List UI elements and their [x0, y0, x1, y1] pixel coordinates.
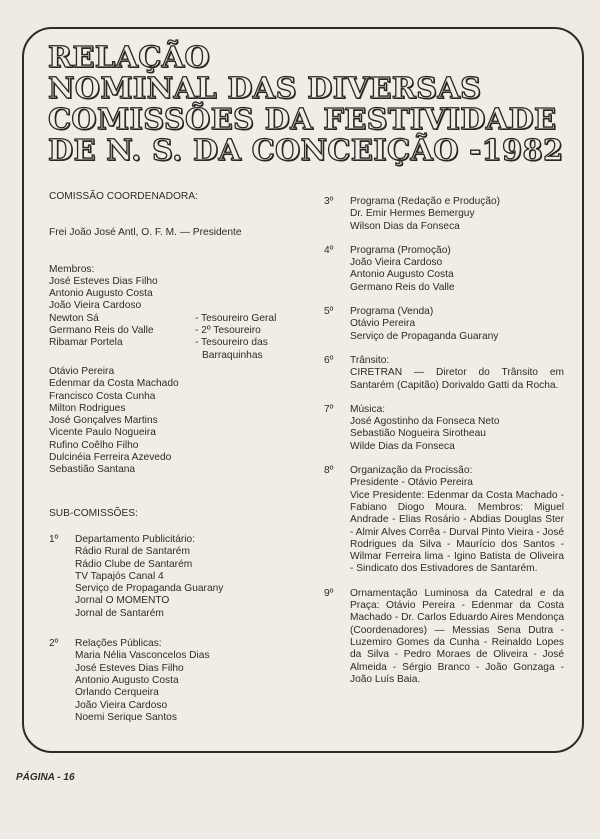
member-name: Newton Sá	[49, 312, 99, 324]
section-line: Jornal de Santarém	[75, 607, 164, 619]
section-title: Música:	[350, 403, 386, 415]
section-title: Programa (Promoção)	[350, 244, 451, 256]
section-line: Dr. Emir Hermes Bemerguy	[350, 208, 475, 220]
section-line: Otávio Pereira	[350, 318, 416, 330]
title-line: RELAÇÃO	[48, 40, 211, 74]
section-line: Germano Reis do Valle	[350, 281, 455, 293]
subcommission-4	[324, 245, 564, 294]
section-title: Organização da Procissão:	[350, 465, 473, 477]
subcommission-3	[324, 196, 564, 233]
title-line: COMISSÕES DA FESTIVIDADE	[48, 102, 557, 136]
section-number: 4º	[324, 244, 334, 256]
member: Vicente Paulo Nogueira	[49, 427, 156, 439]
member: Dulcinéia Ferreira Azevedo	[49, 452, 172, 464]
section-line: João Vieira Cardoso	[75, 699, 168, 711]
member-role: - 2º Tesoureiro	[195, 325, 261, 337]
section-line: Orlando Cerqueira	[75, 687, 159, 699]
section-number: 7º	[324, 403, 334, 415]
subcommission-5	[324, 306, 564, 343]
member-role: - Tesoureiro das	[195, 337, 268, 349]
section-paragraph: CIRETRAN — Diretor do Trânsito em Santarém (Capitão) Dorivaldo Gatti da Rocha.	[350, 367, 564, 391]
member-role: Barraquinhas	[202, 349, 263, 361]
section-line: Antonio Augusto Costa	[75, 674, 179, 686]
member-with-role	[49, 350, 299, 362]
section-line: Sebastião Nogueira Sirotheau	[350, 428, 486, 440]
member: João Vieira Cardoso	[49, 300, 142, 312]
subcommission-8	[324, 465, 564, 576]
page-title	[48, 42, 568, 166]
subcommission-9	[324, 588, 564, 686]
member: Sebastião Santana	[49, 464, 136, 476]
section-number: 8º	[324, 465, 334, 477]
section-line: Wilde Dias da Fonseca	[350, 440, 455, 452]
section-line: Jornal O MOMENTO	[75, 595, 170, 607]
member: Edenmar da Costa Machado	[49, 378, 179, 390]
section-number: 1º	[49, 533, 59, 545]
section-paragraph: Ornamentação Luminosa da Catedral e da Praça: Otávio Pereira - Edenmar da Costa Machado - Dr. Carlos Eduardo Aires Mendonça (Coordenadores) — Messias Sena Dutra - Luzemiro Gomes da Cunha - Reinaldo Lopes da Silva - Pedro Moraes de Oliveira - José Almeida - Sérgio Branco - João Gonzaga - João Luís Baia.	[350, 587, 564, 685]
subcommission-2	[49, 638, 299, 724]
section-number: 5º	[324, 306, 334, 318]
section-paragraph: Vice Presidente: Edenmar da Costa Machado - Fabiano Diogo Moura. Membros: Miguel Andrade - Elias Rosário - Abdias Douglas Ster - Almir Alves Corrêa - Durval Pinto Vieira - José Rodrigues da Silva - Maurício dos Santos - Wilmar Ferreira lima - Igino Batista de Oliveira - Sindicato dos Estivadores de Santarém.	[350, 489, 564, 575]
section-line: Rádio Clube de Santarém	[75, 558, 193, 570]
member: José Esteves Dias Filho	[49, 275, 158, 287]
coordination-heading: COMISSÃO COORDENADORA:	[49, 191, 198, 202]
section-number: 9º	[324, 587, 334, 599]
right-column	[324, 196, 564, 686]
subcommissions-heading: SUB-COMISSÕES:	[49, 507, 138, 519]
section-line: Noemi Serique Santos	[75, 711, 177, 723]
section-title: Programa (Venda)	[350, 306, 434, 318]
section-line: José Agostinho da Fonseca Neto	[350, 416, 500, 428]
section-number: 6º	[324, 354, 334, 366]
section-line: Maria Nélia Vasconcelos Dias	[75, 650, 210, 662]
left-column	[49, 191, 299, 724]
section-number: 2º	[49, 638, 59, 650]
page-number: PÁGINA - 16	[16, 772, 75, 783]
member-with-role	[49, 313, 299, 325]
member: Rufino Coêlho Filho	[49, 439, 139, 451]
section-title: Relações Públicas:	[75, 638, 162, 650]
member-with-role	[49, 337, 299, 349]
president-line: Frei João José Antl, O. F. M. — Presidente	[49, 227, 242, 239]
section-title: Departamento Publicitário:	[75, 533, 196, 545]
section-number: 3º	[324, 196, 334, 207]
subcommission-6	[324, 355, 564, 392]
member: Otávio Pereira	[49, 365, 115, 377]
member: Antonio Augusto Costa	[49, 288, 153, 300]
subcommission-1	[49, 534, 299, 620]
section-line: João Vieira Cardoso	[350, 257, 443, 269]
title-line: NOMINAL DAS DIVERSAS	[48, 71, 482, 105]
member: Milton Rodrigues	[49, 402, 126, 414]
section-title: Programa (Redação e Produção)	[350, 196, 501, 207]
member-with-role	[49, 325, 299, 337]
title-line: DE N. S. DA CONCEIÇÃO -1982	[48, 133, 564, 167]
member-name: Germano Reis do Valle	[49, 325, 154, 337]
section-line: Serviço de Propaganda Guarany	[350, 330, 499, 342]
section-line: Antonio Augusto Costa	[350, 269, 454, 281]
section-title: Trânsito:	[350, 354, 390, 366]
subcommission-7	[324, 404, 564, 453]
member: Francisco Costa Cunha	[49, 390, 156, 402]
member-name: Ribamar Portela	[49, 337, 123, 349]
member-role: - Tesoureiro Geral	[195, 312, 277, 324]
members-label: Membros:	[49, 263, 95, 275]
section-line: Rádio Rural de Santarém	[75, 546, 190, 558]
member-name	[49, 350, 195, 362]
section-line: José Esteves Dias Filho	[75, 662, 184, 674]
section-line: Presidente - Otávio Pereira	[350, 477, 473, 489]
member: José Gonçalves Martins	[49, 415, 158, 427]
section-line: TV Tapajós Canal 4	[75, 570, 164, 582]
section-line: Serviço de Propaganda Guarany	[75, 583, 224, 595]
section-line: Wilson Dias da Fonseca	[350, 220, 460, 232]
